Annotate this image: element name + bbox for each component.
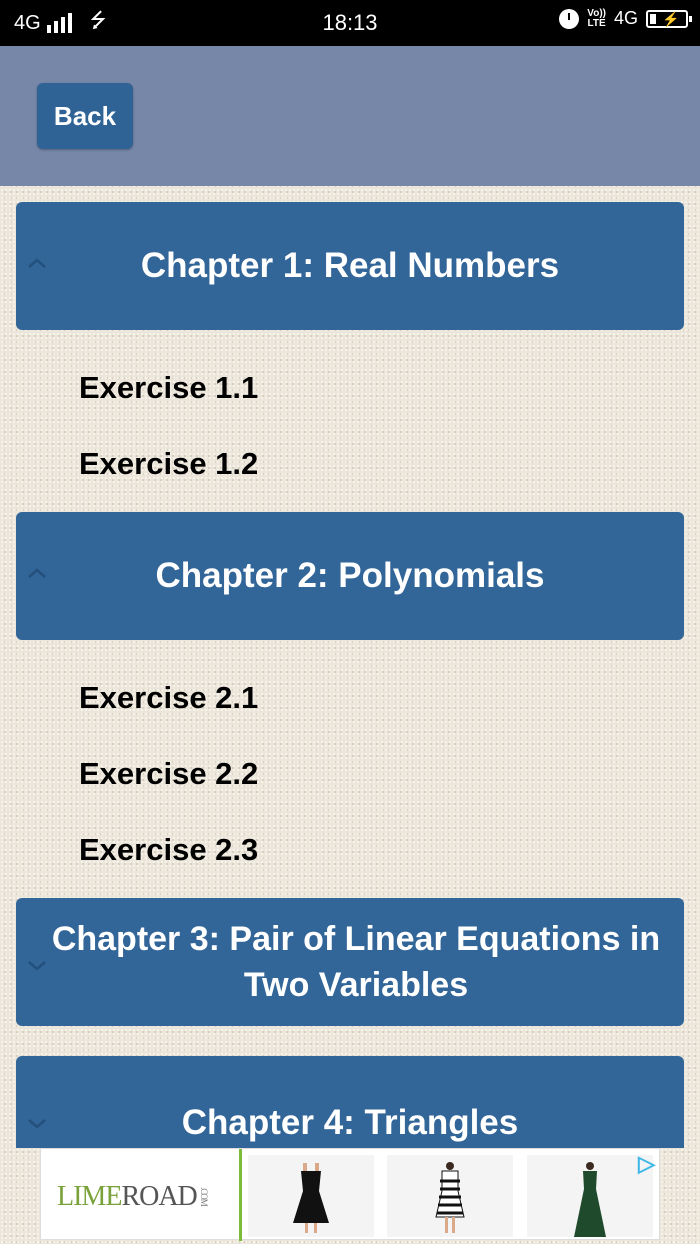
ad-product-image[interactable]	[527, 1155, 653, 1237]
ad-brand-logo	[57, 1181, 209, 1213]
brand-lime: LIME	[57, 1181, 122, 1212]
ad-choices-icon[interactable]: ▷	[638, 1151, 655, 1176]
volte-top: Vo))	[587, 7, 606, 19]
chapter-title: Chapter 2: Polynomials	[155, 556, 545, 595]
volte-icon	[587, 9, 606, 29]
network-type-right: 4G	[613, 8, 638, 28]
usb-icon: ⭍	[89, 10, 107, 32]
alarm-icon	[559, 9, 579, 29]
chevron-up-icon	[26, 562, 48, 584]
ad-product-image[interactable]	[248, 1155, 374, 1237]
chapter-2-header[interactable]	[16, 512, 684, 640]
brand-road: ROAD	[121, 1181, 197, 1212]
volte-bottom: LTE	[587, 17, 606, 29]
battery-icon: ⚡	[646, 10, 688, 28]
exercise-item[interactable]: Exercise 1.2	[79, 446, 259, 481]
chapter-title: Chapter 4: Triangles	[181, 1103, 519, 1142]
chevron-up-icon	[26, 252, 48, 274]
back-button[interactable]: Back	[37, 83, 133, 149]
status-bar	[0, 0, 700, 46]
ad-banner[interactable]	[40, 1148, 660, 1240]
exercise-item[interactable]: Exercise 1.1	[79, 370, 259, 405]
ad-divider	[239, 1149, 242, 1241]
exercise-item[interactable]: Exercise 2.3	[79, 832, 259, 867]
clock: 18:13	[322, 10, 378, 35]
striped-dress-image	[428, 1161, 472, 1235]
chapter-title: Chapter 3: Pair of Linear Equations in Two Variables	[51, 920, 661, 1004]
ad-product-image[interactable]	[387, 1155, 513, 1237]
chapter-1-header[interactable]	[16, 202, 684, 330]
network-type-left: 4G	[14, 11, 41, 34]
chapter-3-header[interactable]	[16, 898, 684, 1026]
app-header	[0, 46, 700, 186]
exercise-item[interactable]: Exercise 2.1	[79, 680, 259, 715]
brand-suffix: .COM	[198, 1187, 209, 1206]
chapter-4-header[interactable]	[16, 1056, 684, 1148]
chevron-down-icon	[26, 954, 48, 976]
chapter-title: Chapter 1: Real Numbers	[140, 246, 560, 285]
black-dress-image	[289, 1161, 333, 1235]
status-right	[559, 8, 688, 29]
exercise-item[interactable]: Exercise 2.2	[79, 756, 259, 791]
green-gown-image	[568, 1161, 612, 1239]
chevron-down-icon	[26, 1112, 48, 1134]
